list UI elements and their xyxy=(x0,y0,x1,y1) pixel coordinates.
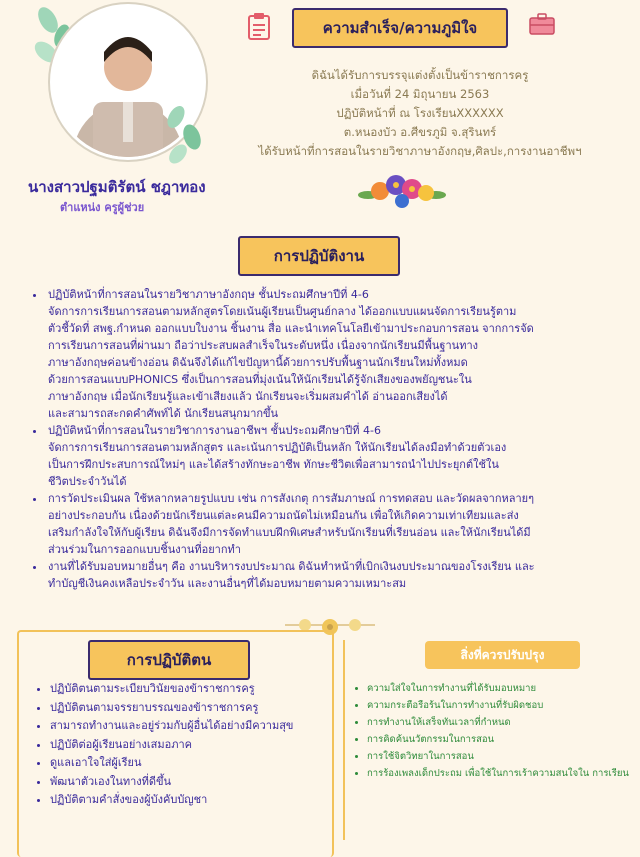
self-list xyxy=(30,680,345,810)
list-item: • การร้องเพลงเด็กประถม เพื่อใช้ในการเร้าความสนใจใน การเรียน xyxy=(367,765,640,782)
work-line: เสริมกำลังใจให้กับผู้เรียน ดิฉันจึงมีการจัดทำแบบฝึกพิเศษสำหรับนักเรียนที่เรียนอ่อน และให้นักเรียนได้มี xyxy=(48,526,531,539)
teacher-name: นางสาวปฐมติรัตน์ ชฎาทอง xyxy=(28,178,206,196)
list-item: • ดูแลเอาใจใส่ผู้เรียน xyxy=(50,754,345,773)
list-item: • ปฏิบัติตนตามระเบียบวินัยของข้าราชการครู xyxy=(50,680,345,699)
work-line: ด้วยการสอนแบบPHONICS ซึ่งเป็นการสอนที่มุ่งเน้นให้นักเรียนได้รู้จักเสียงของพยัญชนะใน xyxy=(48,373,472,386)
profile-photo-area xyxy=(38,4,208,169)
list-item: • ปฏิบัติตนตามจรรยาบรรณของข้าราชการครู xyxy=(50,699,345,718)
work-line: ภาษาอังกฤษค่อนข้างอ่อน ดิฉันจึงได้แก้ไขปัญหานี้ด้วยการปรับพื้นฐานนักเรียนใหม่ทั้งหมด xyxy=(48,356,468,369)
work-line: ชีวิตประจำวันได้ xyxy=(48,475,127,488)
work-line: เป็นการฝึกประสบการณ์ใหม่ๆ และได้สร้างทักษะอาชีพ ทักษะชีวิตเพื่อสามารถนำไปประยุกต์ใช้ใน xyxy=(48,458,499,471)
divider-line xyxy=(343,640,345,840)
list-item: • ความใส่ใจในการทำงานที่ได้รับมอบหมาย xyxy=(367,680,640,697)
list-item xyxy=(46,422,640,490)
work-title: การปฏิบัติงาน xyxy=(238,236,400,276)
info-line: ปฏิบัติหน้าที่ ณ โรงเรียนXXXXXX xyxy=(336,106,504,120)
work-line: • การวัดประเมินผล ใช้หลากหลายรูปแบบ เช่น การสังเกตุ การสัมภาษณ์ การทดสอบ และวัดผลจากหลายๆ xyxy=(48,492,535,505)
leaf-decoration-icon xyxy=(156,99,211,169)
work-line: • งานที่ได้รับมอบหมายอื่นๆ คือ งานบริหารงบประมาณ ดิฉันทำหน้าที่เบิกเงินงบประมาณของโรงเรียน และ xyxy=(48,560,535,573)
list-item: • การใช้จิตวิทยาในการสอน xyxy=(367,748,640,765)
info-line: ดิฉันได้รับการบรรจุแต่งตั้งเป็นข้าราชการครู xyxy=(311,68,529,82)
list-item xyxy=(46,286,640,422)
list-item: • การทำงานให้เสร็จทันเวลาที่กำหนด xyxy=(367,714,640,731)
work-line: อย่างประกอบกัน เนื่องด้วยนักเรียนแต่ละคนมีความถนัดไม่เหมือนกัน เพื่อให้เกิดความเท่าเทียมและส่ง xyxy=(48,509,519,522)
achievement-title: ความสำเร็จ/ความภูมิใจ xyxy=(292,8,508,48)
improve-list xyxy=(350,680,640,782)
list-item: • ปฏิบัติตามคำสั่งของผู้บังคับบัญชา xyxy=(50,791,345,810)
list-item xyxy=(46,558,640,592)
work-line: จัดการการเรียนการสอนตามหลักสูตรโดยเน้นผู้เรียนเป็นศูนย์กลาง ได้ออกแบบแผนจัดการเรียนรู้ตาม xyxy=(48,305,517,318)
work-line: จัดการการเรียนการสอนตามหลักสูตร และเน้นการปฏิบัติเป็นหลัก ให้นักเรียนได้ลงมือทำด้วยตัวเอง xyxy=(48,441,507,454)
list-item: • พัฒนาตัวเองในทางที่ดีขึ้น xyxy=(50,773,345,792)
improve-title: สิ่งที่ควรปรับปรุง xyxy=(425,641,580,669)
work-line: ทำบัญชีเงินคงเหลือประจำวัน และงานอื่นๆที่ได้มอบหมายตามความเหมาะสม xyxy=(48,577,407,590)
self-title: การปฏิบัติตน xyxy=(88,640,250,680)
work-line: • ปฏิบัติหน้าที่การสอนในรายวิชาการงานอาชีพฯ ชั้นประถมศึกษาปีที่ 4-6 xyxy=(48,424,381,437)
achievement-info xyxy=(225,66,615,161)
info-line: เมื่อวันที่ 24 มิถุนายน 2563 xyxy=(350,87,490,101)
list-item xyxy=(46,490,640,558)
work-line: และสามารถสะกดคำศัพท์ได้ นักเรียนสนุกมากขึ้น xyxy=(48,407,279,420)
list-item: • การคิดค้นนวัตกรรมในการสอน xyxy=(367,731,640,748)
info-line: ได้รับหน้าที่การสอนในรายวิชาภาษาอังกฤษ,ศิลปะ,การงานอาชีพฯ xyxy=(258,144,582,158)
briefcase-icon xyxy=(528,12,556,36)
list-item: • สามารถทำงานและอยู่ร่วมกับผู้อื่นได้อย่างมีความสุข xyxy=(50,717,345,736)
work-line: ภาษาอังกฤษ เมื่อนักเรียนรู้และเข้าเสียงแล้ว นักเรียนจะเริ่มผสมคำได้ อ่านออกเสียงได้ xyxy=(48,390,448,403)
clipboard-icon xyxy=(247,12,271,40)
teacher-position: ตำแหน่ง ครูผู้ช่วย xyxy=(60,201,145,214)
work-line: การเรียนการสอนที่ผ่านมา ถือว่าประสบผลสำเร็จในระดับหนึ่ง เนื่องจากนักเรียนมีพื้นฐานทาง xyxy=(48,339,478,352)
work-line: • ปฏิบัติหน้าที่การสอนในรายวิชาภาษาอังกฤษ ชั้นประถมศึกษาปีที่ 4-6 xyxy=(48,288,369,301)
list-item: • ปฏิบัติต่อผู้เรียนอย่างเสมอภาค xyxy=(50,736,345,755)
work-line: ส่วนร่วมในการออกแบบชิ้นงานที่อยากทำ xyxy=(48,543,241,556)
flower-decoration-icon xyxy=(358,167,446,215)
work-list xyxy=(26,286,640,592)
list-item: • ความกระตือรือร้นในการทำงานที่รับผิดชอบ xyxy=(367,697,640,714)
info-line: ต.หนองบัว อ.ศีขรภูมิ จ.สุรินทร์ xyxy=(343,125,497,139)
work-line: ตัวชี้วัดที่ สพฐ.กำหนด ออกแบบใบงาน ชิ้นงาน สื่อ และนำเทคโนโลยีเข้ามาประกอบการสอน จากการจัด xyxy=(48,322,534,335)
